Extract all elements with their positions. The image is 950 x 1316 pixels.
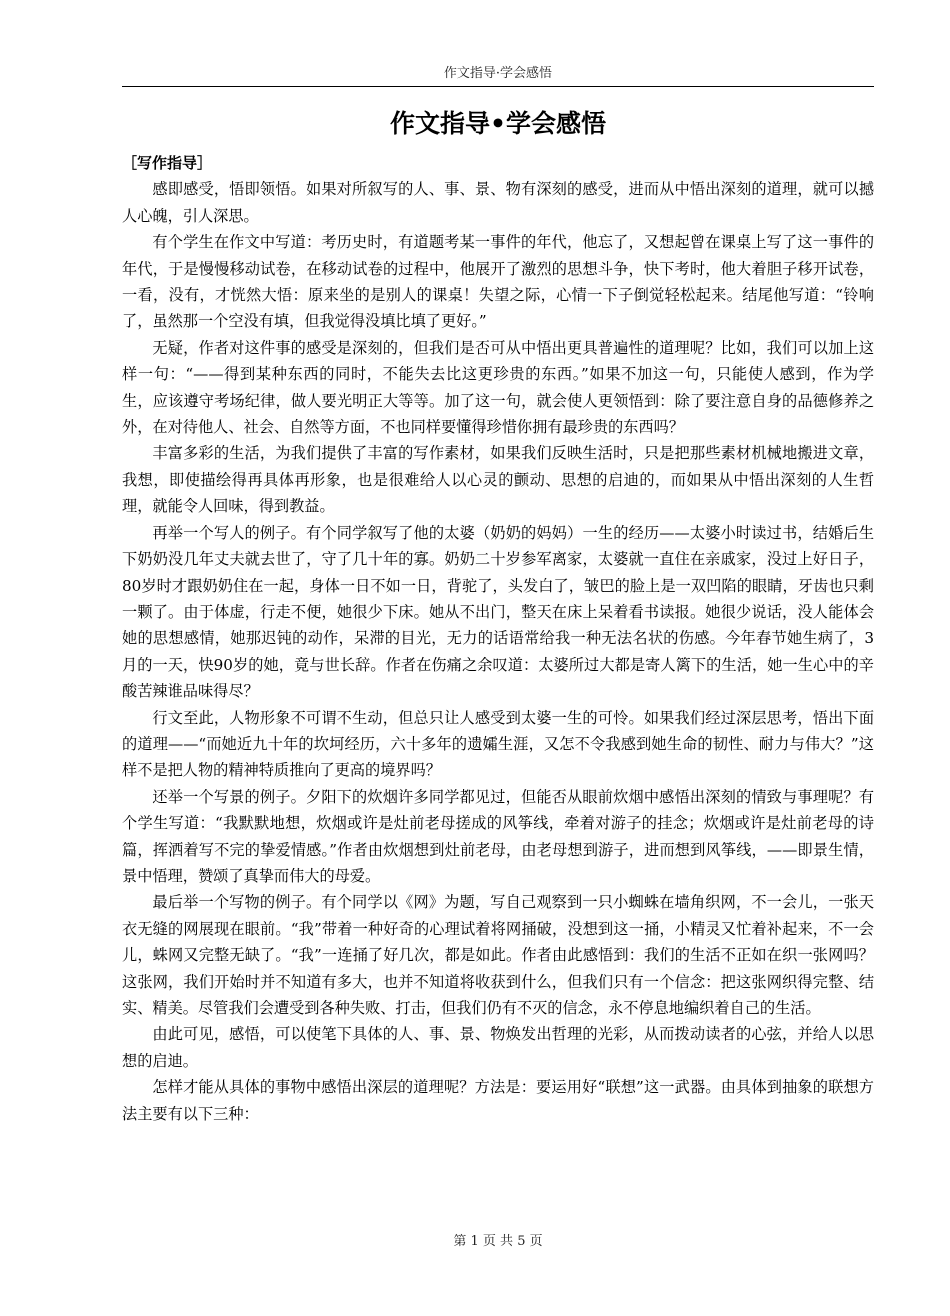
paragraph-1: 感即感受，悟即领悟。如果对所叙写的人、事、景、物有深刻的感受，进而从中悟出深刻的道理，就可以撼人心魄，引人深思。 (122, 180, 874, 225)
paragraph-3: 无疑，作者对这件事的感受是深刻的，但我们是否可从中悟出更具普遍性的道理呢？比如，我们可以加上这样一句：“——得到某种东西的同时，不能失去比这更珍贵的东西。”如果不加这一句，只能使人感到，作为学生，应该遵守考场纪律，做人要光明正大等等。加了这一句，就会使人更领悟到：除了要注意自身的品德修养之外，在对待他人、社会、自然等方面，不也同样要懂得珍惜你拥有最珍贵的东西吗？ (122, 338, 874, 437)
header-divider (122, 86, 874, 87)
page-number-footer: 第 1 页 共 5 页 (453, 1234, 543, 1249)
section-label: ［写作指导］ (122, 154, 213, 172)
document-body (122, 150, 874, 1127)
paragraph-7: 还举一个写景的例子。夕阳下的炊烟许多同学都见过，但能否从眼前炊烟中感悟出深刻的情致与事理呢？有个学生写道：“我默默地想，炊烟或许是灶前老母搓成的风筝线，牵着对游子的挂念；炊烟或许是灶前老母的诗篇，挥洒着写不完的挚爱情感。”作者由炊烟想到灶前老母，由老母想到游子，进而想到风筝线，——即景生情，景中悟理，赞颂了真挚而伟大的母爱。 (122, 787, 874, 885)
paragraph-10: 怎样才能从具体的事物中感悟出深层的道理呢？方法是：要运用好“联想”这一武器。由具体到抽象的联想方法主要有以下三种： (122, 1078, 874, 1123)
paragraph-8: 最后举一个写物的例子。有个同学以《网》为题，写自己观察到一只小蜘蛛在墙角织网，不一会儿，一张天衣无缝的网展现在眼前。“我”带着一种好奇的心理试着将网捅破，没想到这一捅，小精灵又忙着补起来，不一会儿，蛛网又完整无缺了。“我”一连捅了好几次，都是如此。作者由此感悟到：我们的生活不正如在织一张网吗？这张网，我们开始时并不知道有多大，也并不知道将收获到什么，但我们只有一个信念：把这张网织得完整、结实、精美。尽管我们会遭受到各种失败、打击，但我们仍有不灭的信念，永不停息地编织着自己的生活。 (122, 893, 874, 1017)
paragraph-5: 再举一个写人的例子。有个同学叙写了他的太婆（奶奶的妈妈）一生的经历——太婆小时读过书，结婚后生下奶奶没几年丈夫就去世了，守了几十年的寡。奶奶二十岁参军离家，太婆就一直住在亲戚家，没过上好日子，80岁时才跟奶奶住在一起，身体一日不如一日，背驼了，头发白了，皱巴的脸上是一双凹陷的眼睛，牙齿也只剩一颗了。由于体虚，行走不便，她很少下床。她从不出门，整天在床上呆着看书读报。她很少说话，没人能体会她的思想感情，她那迟钝的动作，呆滞的目光，无力的话语常给我一种无法名状的伤感。今年春节她生病了，3月的一天，快90岁的她，竟与世长辞。作者在伤痛之余叹道：太婆所过大都是寄人篱下的生活，她一生心中的辛酸苦辣谁品味得尽？ (122, 523, 874, 701)
running-header: 作文指导·学会感悟 (443, 66, 553, 81)
paragraph-6: 行文至此，人物形象不可谓不生动，但总只让人感受到太婆一生的可怜。如果我们经过深层思考，悟出下面的道理——“而她近九十年的坎坷经历，六十多年的遗孀生涯，又怎不令我感到她生命的韧性、耐力与伟大？”这样不是把人物的精神特质推向了更高的境界吗？ (122, 708, 874, 780)
document-title: 作文指导•学会感悟 (390, 109, 606, 138)
paragraph-4: 丰富多彩的生活，为我们提供了丰富的写作素材，如果我们反映生活时，只是把那些素材机械地搬进文章，我想，即使描绘得再具体再形象，也是很难给人以心灵的颤动、思想的启迪的，而如果从中悟出深刻的人生哲理，就能令人回味，得到教益。 (122, 444, 874, 516)
paragraph-9: 由此可见，感悟，可以使笔下具体的人、事、景、物焕发出哲理的光彩，从而拨动读者的心弦，并给人以思想的启迪。 (122, 1025, 874, 1070)
paragraph-2: 有个学生在作文中写道：考历史时，有道题考某一事件的年代，他忘了，又想起曾在课桌上写了这一事件的年代，于是慢慢移动试卷，在移动试卷的过程中，他展开了激烈的思想斗争，快下考时，他大着胆子移开试卷，一看，没有，才恍然大悟：原来坐的是别人的课桌！失望之际，心情一下子倒觉轻松起来。结尾他写道：“铃响了，虽然那一个空没有填，但我觉得没填比填了更好。” (122, 233, 874, 331)
